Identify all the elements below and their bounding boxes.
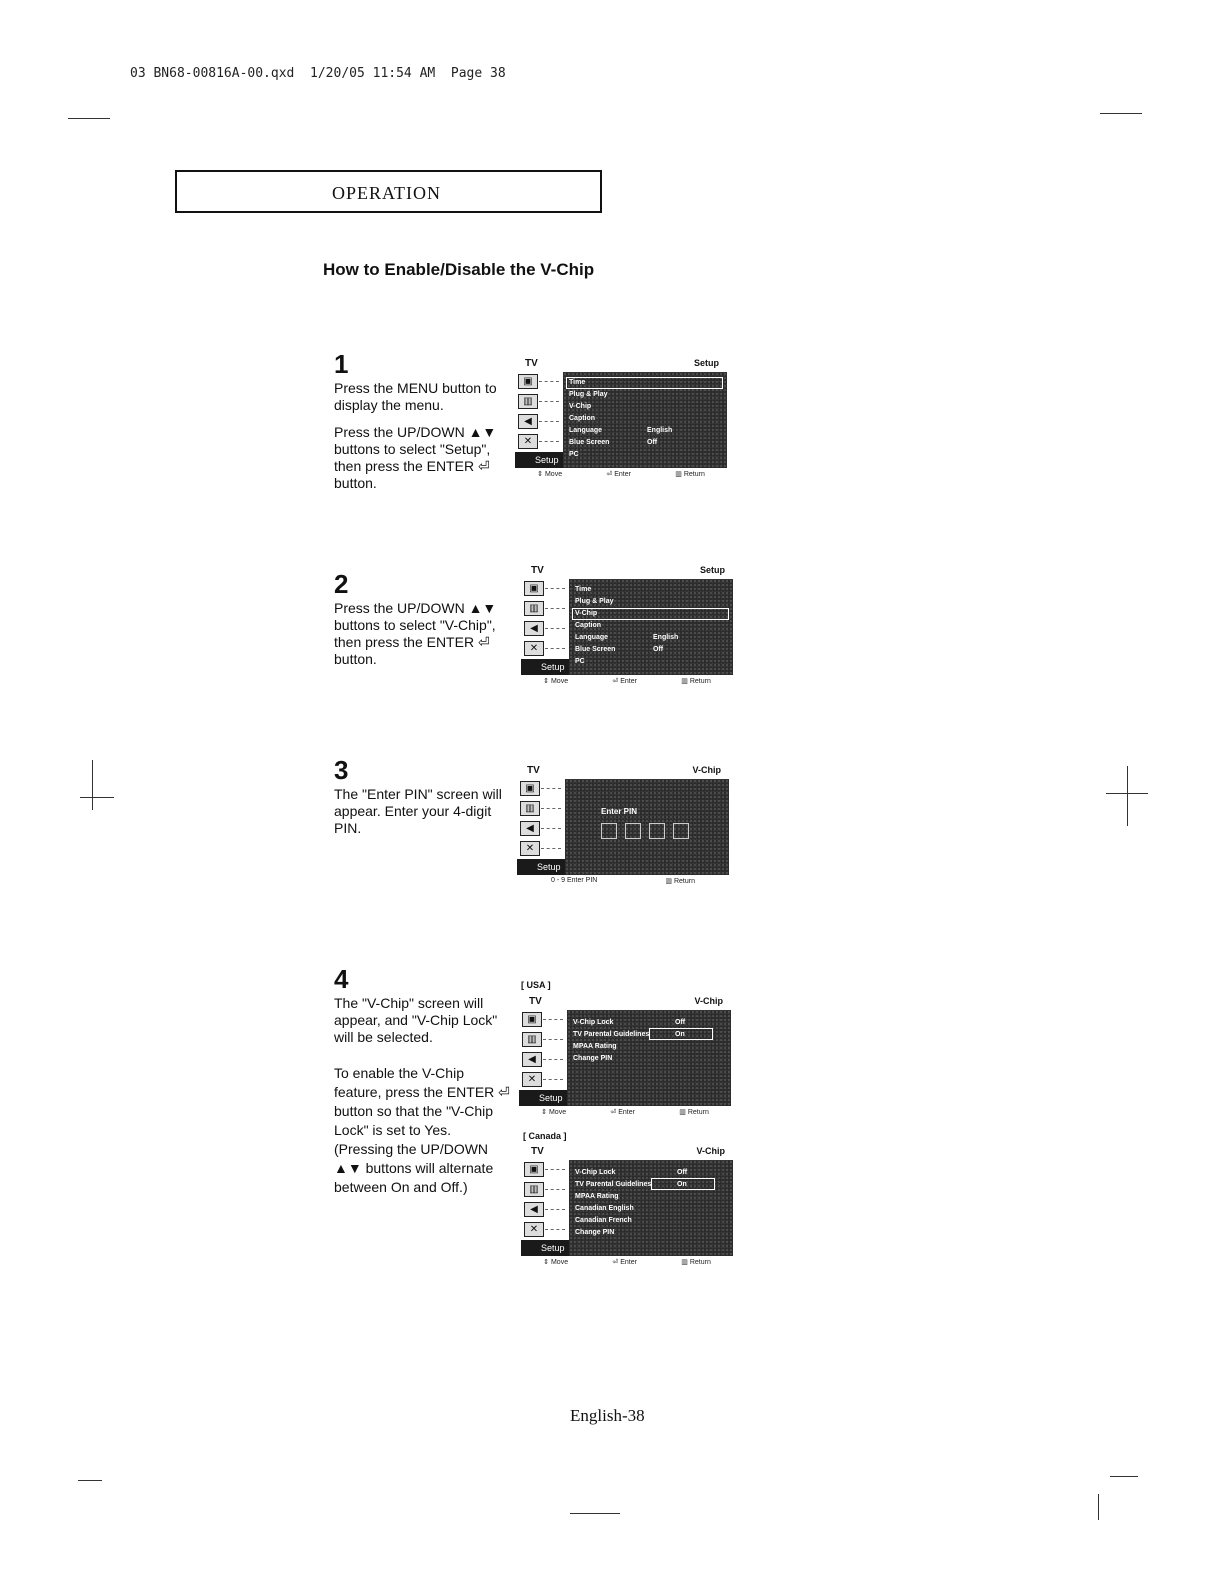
footer-hint: ⇕ Move <box>541 1109 567 1116</box>
pin-panel <box>565 779 729 875</box>
menu-item: Blue Screen <box>569 439 610 446</box>
menu-item: Blue Screen <box>575 646 616 653</box>
picture-icon: ▣ <box>518 374 538 389</box>
menu-item: Language <box>569 427 603 434</box>
tv-label: TV <box>529 996 542 1007</box>
tv-screen-vchip-canada <box>521 1144 733 1266</box>
menu-value: Off <box>647 439 658 446</box>
pin-digit-box <box>601 823 617 839</box>
menu-highlight <box>566 377 723 389</box>
page-number: English-38 <box>570 1406 645 1425</box>
picture-icon: ▣ <box>520 781 540 796</box>
crop-mark-top-left <box>68 118 110 119</box>
footer-hint: ⏎ Enter <box>612 678 637 685</box>
menu-value: On <box>675 1031 685 1038</box>
menu-value: English <box>647 427 673 434</box>
pin-digit-box <box>625 823 641 839</box>
footer-hint: ▥ Return <box>681 1259 711 1266</box>
menu-value: Off <box>677 1169 688 1176</box>
page-heading: How to Enable/Disable the V-Chip <box>323 260 595 279</box>
step-text: To enable the V-Chip feature, press the ENTER ⏎ button so that the "V-Chip Lock" is set to Yes. (Pressing the UP/DOWN ▲▼ buttons will alternate between On and Off.) <box>334 1065 510 1195</box>
menu-item: V-Chip <box>569 403 592 410</box>
tv-screen-setup-2 <box>521 563 733 685</box>
tv-label: TV <box>525 358 538 369</box>
channel-icon: ✕ <box>520 841 540 856</box>
menu-panel <box>567 1010 731 1106</box>
footer-hint: ⏎ Enter <box>612 1259 637 1266</box>
crop-mark-top-right <box>1100 113 1142 114</box>
step-text: The "V-Chip" screen will appear, and "V-Chip Lock" will be selected. <box>334 995 498 1045</box>
step-number: 1 <box>334 349 349 379</box>
menu-item: Change PIN <box>573 1055 613 1062</box>
step-number: 2 <box>334 569 349 599</box>
menu-value: Off <box>653 646 664 653</box>
region-label-canada: [ Canada ] <box>523 1131 567 1141</box>
menu-item: Change PIN <box>575 1229 615 1236</box>
channel-icon: ✕ <box>524 1222 544 1237</box>
pin-digit-box <box>649 823 665 839</box>
menu-sidebar <box>521 579 569 675</box>
menu-panel <box>569 1160 733 1256</box>
crop-mark-bottom-right <box>1110 1476 1138 1477</box>
footer-hint: ▥ Return <box>681 678 711 685</box>
sound-icon: ▥ <box>524 1182 544 1197</box>
step-2 <box>334 570 514 678</box>
channel-icon: ✕ <box>522 1072 542 1087</box>
menu-item: TV Parental Guidelines <box>575 1181 652 1188</box>
tv-label: TV <box>527 765 540 776</box>
menu-item: Language <box>575 634 609 641</box>
crop-mark-bottom-center <box>570 1513 620 1514</box>
step-3 <box>334 756 514 847</box>
tv-footer <box>521 677 733 685</box>
menu-title: Setup <box>693 358 719 368</box>
step-text: Press the UP/DOWN ▲▼ buttons to select "Setup", then press the ENTER ⏎ button. <box>334 424 497 491</box>
setup-tab: Setup <box>517 859 565 875</box>
menu-value: English <box>653 634 679 641</box>
speaker-icon: ◀ <box>520 821 540 836</box>
crop-mark-mid-right-v <box>1127 766 1128 826</box>
file-slug: 03 BN68-00816A-00.qxd 1/20/05 11:54 AM Page 38 <box>130 66 506 81</box>
sound-icon: ▥ <box>522 1032 542 1047</box>
tv-label: TV <box>531 565 544 576</box>
footer-hint: ⏎ Enter <box>610 1109 635 1116</box>
speaker-icon: ◀ <box>524 1202 544 1217</box>
tv-screen-vchip-usa <box>519 994 731 1116</box>
region-label-usa: [ USA ] <box>521 980 551 990</box>
menu-item: MPAA Rating <box>573 1043 617 1050</box>
menu-item: PC <box>569 451 579 458</box>
footer-hint: ▥ Return <box>665 878 695 885</box>
menu-panel <box>563 372 727 468</box>
footer-hint: ⇕ Move <box>537 471 563 478</box>
pin-input <box>601 823 689 839</box>
menu-item: Time <box>575 586 592 593</box>
footer-hint: ▥ Return <box>679 1109 709 1116</box>
picture-icon: ▣ <box>522 1012 542 1027</box>
sound-icon: ▥ <box>524 601 544 616</box>
menu-item: Plug & Play <box>575 598 614 605</box>
speaker-icon: ◀ <box>524 621 544 636</box>
tv-footer <box>519 1108 731 1116</box>
menu-item: TV Parental Guidelines <box>573 1031 650 1038</box>
section-header-box <box>175 170 602 213</box>
menu-item: PC <box>575 658 585 665</box>
menu-title: V-Chip <box>696 1146 725 1156</box>
menu-title: V-Chip <box>692 765 721 775</box>
step-1 <box>334 350 514 502</box>
picture-icon: ▣ <box>524 581 544 596</box>
footer-hint: ⇕ Move <box>543 678 569 685</box>
step-4 <box>334 965 514 1207</box>
channel-icon: ✕ <box>518 434 538 449</box>
menu-title: Setup <box>699 565 725 575</box>
menu-title: V-Chip <box>694 996 723 1006</box>
tv-footer <box>515 470 727 478</box>
menu-sidebar <box>517 779 565 875</box>
step-number: 4 <box>334 964 349 994</box>
tv-screen-enter-pin <box>517 763 729 885</box>
setup-tab: Setup <box>515 452 563 468</box>
setup-tab: Setup <box>521 659 569 675</box>
section-title: OPERATION <box>332 183 442 203</box>
step-text: The "Enter PIN" screen will appear. Enter your 4-digit PIN. <box>334 786 502 836</box>
menu-item: Time <box>569 379 586 386</box>
crop-mark-bottom-right-v <box>1098 1494 1099 1520</box>
sound-icon: ▥ <box>518 394 538 409</box>
menu-item: Plug & Play <box>569 391 608 398</box>
footer-hint: ⏎ Enter <box>606 471 631 478</box>
menu-item: V-Chip <box>575 610 598 617</box>
menu-item: V-Chip Lock <box>575 1169 616 1176</box>
channel-icon: ✕ <box>524 641 544 656</box>
menu-sidebar <box>521 1160 569 1256</box>
pin-label: Enter PIN <box>601 807 638 816</box>
sound-icon: ▥ <box>520 801 540 816</box>
speaker-icon: ◀ <box>518 414 538 429</box>
footer-hint: 0 - 9 Enter PIN <box>551 877 598 884</box>
crop-mark-mid-left <box>80 797 114 798</box>
menu-item: Caption <box>569 415 596 422</box>
setup-tab: Setup <box>521 1240 569 1256</box>
step-text: Press the UP/DOWN ▲▼ buttons to select "V-Chip", then press the ENTER ⏎ button. <box>334 600 497 667</box>
menu-item: Caption <box>575 622 602 629</box>
crop-mark-bottom-left <box>78 1480 102 1481</box>
tv-footer <box>521 1258 733 1266</box>
footer-hint: ▥ Return <box>675 471 705 478</box>
menu-sidebar <box>519 1010 567 1106</box>
picture-icon: ▣ <box>524 1162 544 1177</box>
menu-panel <box>569 579 733 675</box>
step-number: 3 <box>334 755 349 785</box>
speaker-icon: ◀ <box>522 1052 542 1067</box>
tv-screen-setup-1 <box>515 356 727 478</box>
menu-value: Off <box>675 1019 686 1026</box>
tv-footer <box>517 877 729 885</box>
crop-mark-mid-left-v <box>92 760 93 810</box>
step-text: Press the MENU button to display the menu. <box>334 380 497 413</box>
pin-digit-box <box>673 823 689 839</box>
footer-hint: ⇕ Move <box>543 1259 569 1266</box>
menu-item: Canadian French <box>575 1217 632 1224</box>
menu-sidebar <box>515 372 563 468</box>
setup-tab: Setup <box>519 1090 567 1106</box>
menu-item: V-Chip Lock <box>573 1019 614 1026</box>
tv-label: TV <box>531 1146 544 1157</box>
menu-item: Canadian English <box>575 1205 634 1212</box>
menu-value: On <box>677 1181 687 1188</box>
menu-item: MPAA Rating <box>575 1193 619 1200</box>
